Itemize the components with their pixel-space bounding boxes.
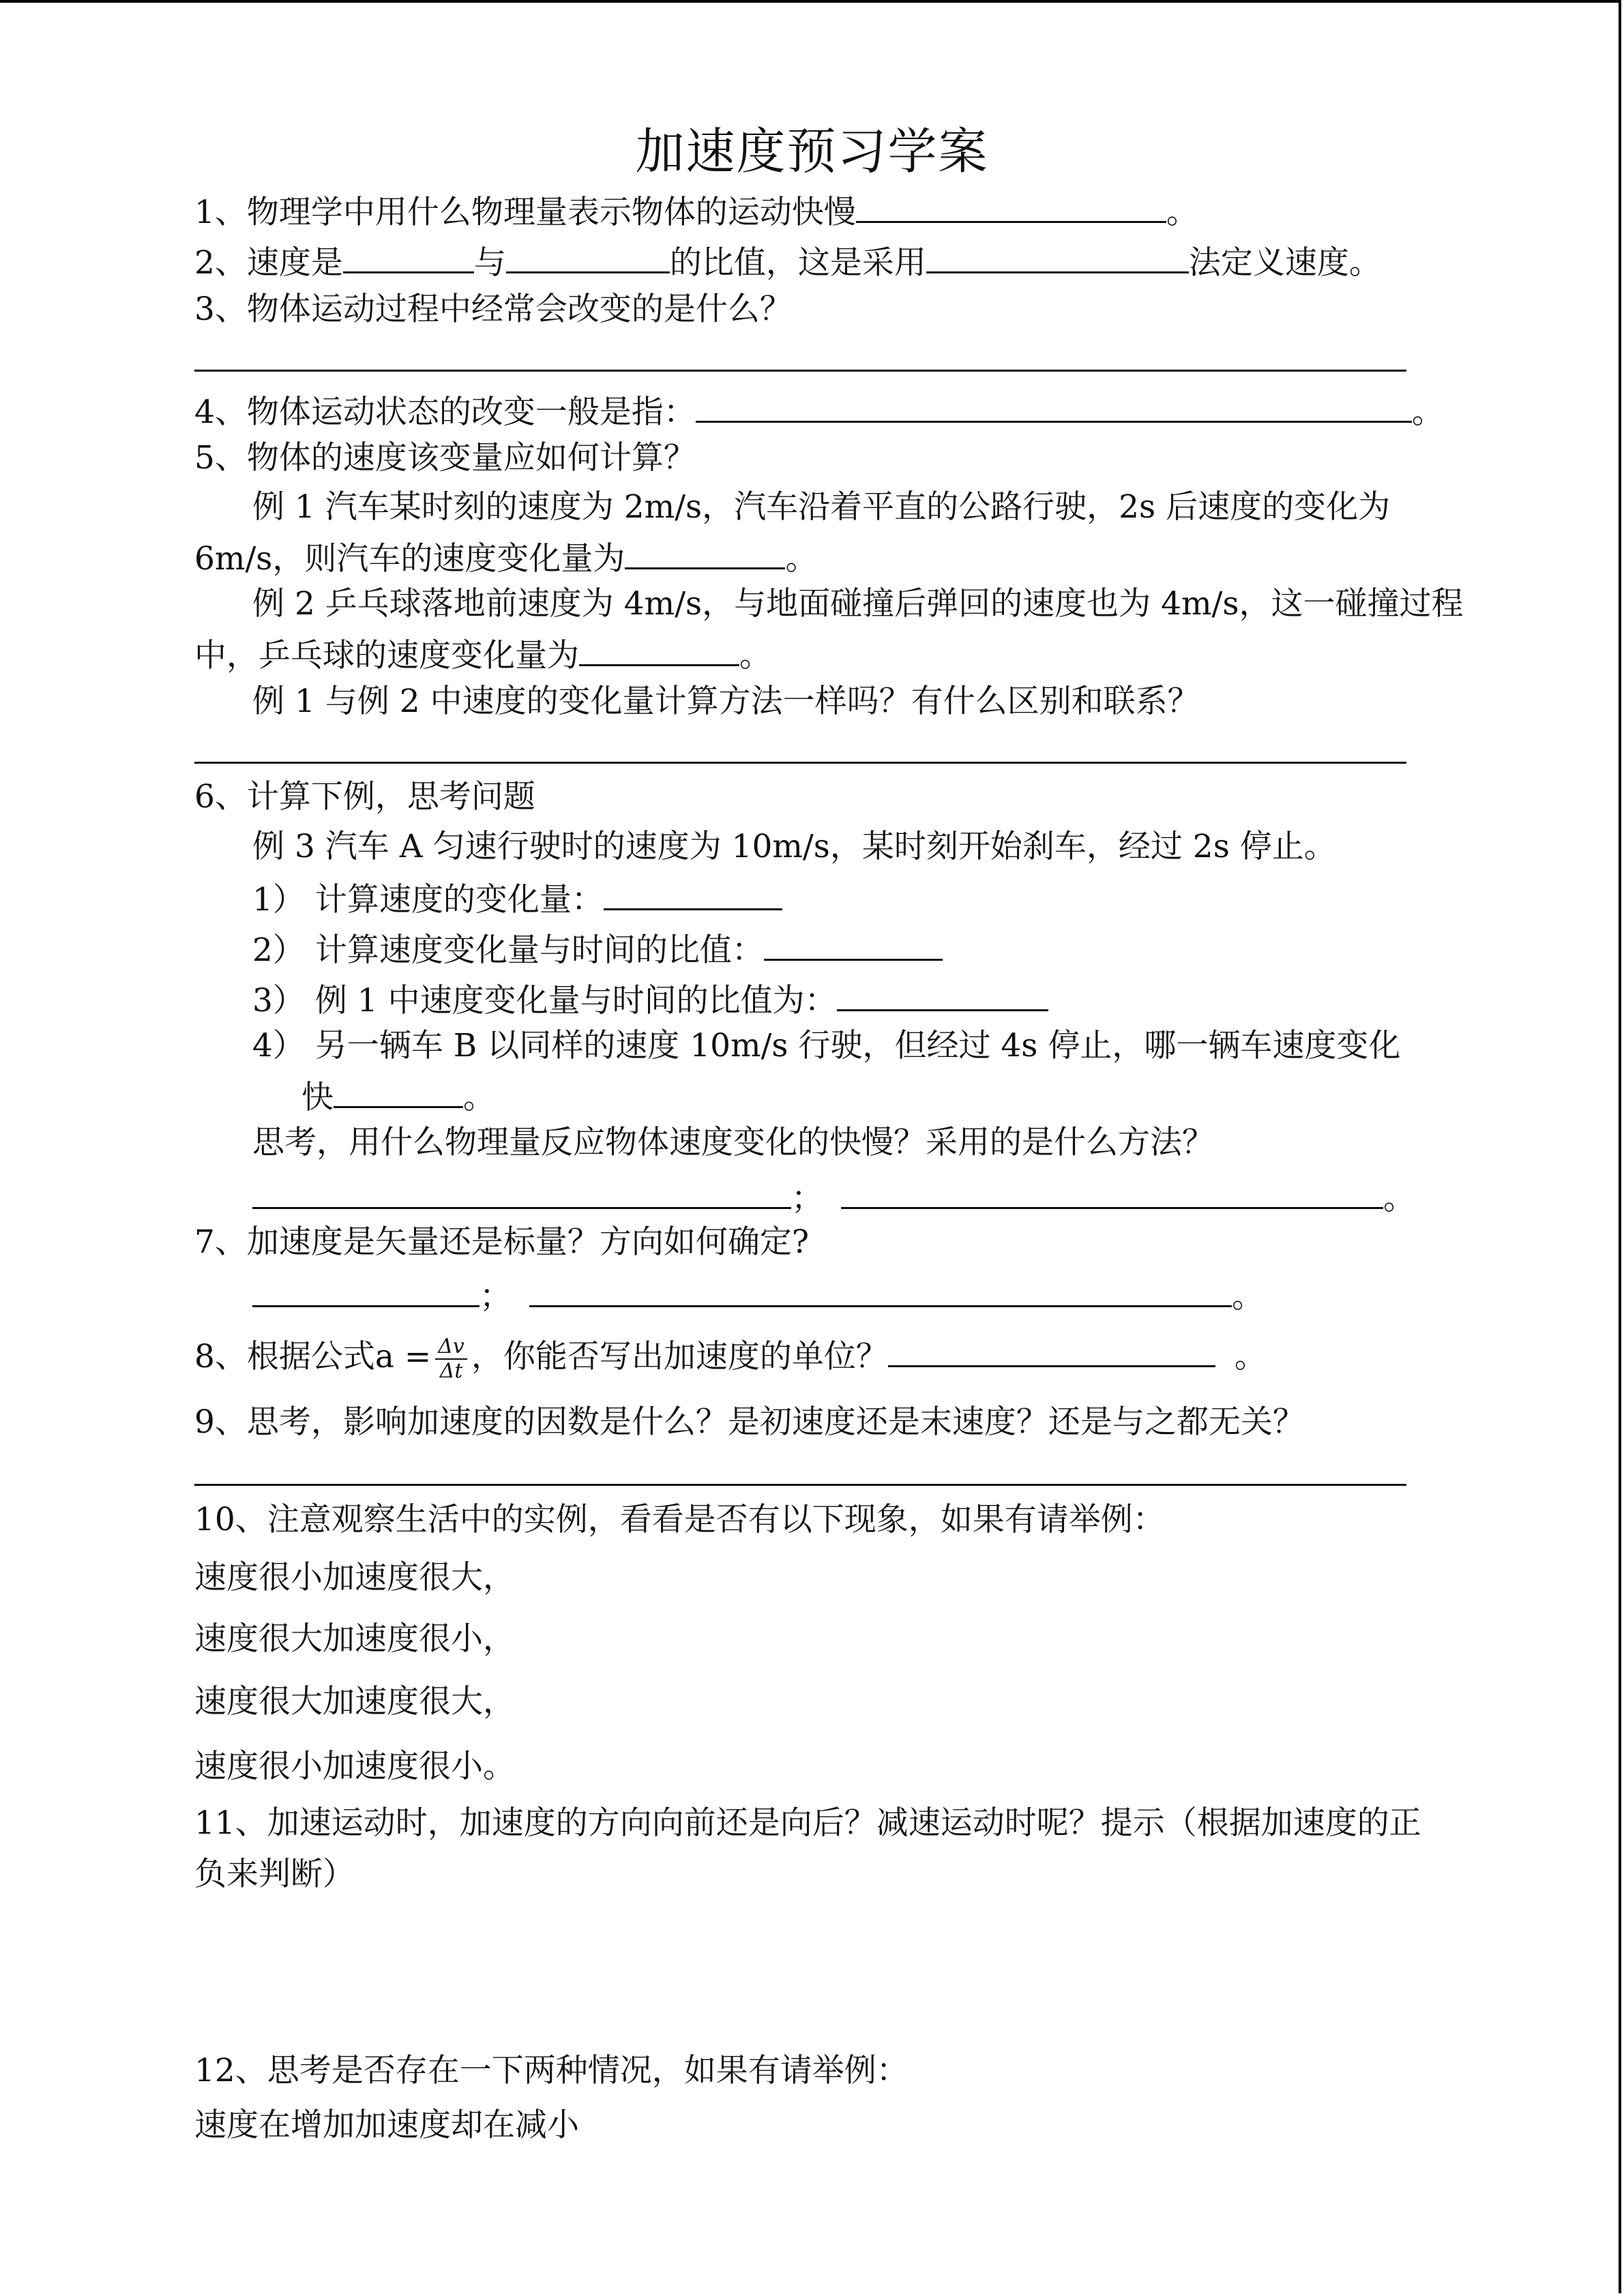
page-title: 加速度预习学案 (635, 123, 989, 180)
punctuation: 。 (1232, 1278, 1264, 1315)
step-3-text: 3） 例 1 中速度变化量与时间的比值为： (252, 982, 837, 1019)
question-2-part-b: 与 (473, 244, 506, 282)
example-3: 例 3 汽车 A 匀速行驶时的速度为 10m/s，某时刻开始刹车，经过 2s 停止。 (252, 828, 1336, 865)
question-5: 5、物体的速度该变量应如何计算？ (194, 439, 696, 477)
fraction-denominator: Δt (439, 1359, 463, 1383)
case-item: 速度很大加速度很小， (194, 1620, 515, 1658)
question-7: 7、加速度是矢量还是标量？方向如何确定? (194, 1223, 810, 1261)
think-answer (252, 1174, 1415, 1219)
question-9: 9、思考，影响加速度的因数是什么？是初速度还是末速度？还是与之都无关？ (194, 1403, 1305, 1441)
answer-blank[interactable] (764, 926, 943, 961)
answer-line[interactable] (194, 370, 1406, 372)
question-2-part-a: 2、速度是 (194, 244, 343, 282)
question-6: 6、计算下例，思考问题 (194, 778, 535, 816)
step-2-text: 2） 计算速度变化量与时间的比值： (252, 931, 764, 969)
question-11-line-1: 11、加速运动时，加速度的方向向前还是向后？减速运动时呢？提示（根据加速度的正 (194, 1804, 1421, 1842)
question-12: 12、思考是否存在一下两种情况，如果有请举例： (194, 2052, 909, 2089)
punctuation: 。 (463, 1079, 495, 1116)
case-item: 速度很小加速度很小。 (194, 1748, 515, 1785)
answer-blank[interactable] (625, 535, 785, 569)
step-3 (252, 976, 1048, 1022)
answer-line[interactable] (194, 762, 1406, 764)
question-2-part-d: 法定义速度。 (1188, 244, 1381, 282)
answer-blank[interactable] (888, 1332, 1215, 1367)
punctuation: 。 (1234, 1338, 1267, 1375)
step-4-line-2 (301, 1073, 495, 1118)
step-1-text: 1） 计算速度的变化量： (252, 881, 604, 919)
punctuation: ； (479, 1278, 512, 1315)
question-3: 3、物体运动过程中经常会改变的是什么？ (194, 290, 792, 328)
step-4-line-1: 4） 另一辆车 B 以同样的速度 10m/s 行驶，但经过 4s 停止，哪一辆车速度变化 (252, 1027, 1401, 1064)
case-item: 速度在增加加速度却在减小 (194, 2106, 579, 2144)
fraction-numerator: Δv (435, 1335, 467, 1360)
question-8-text-2: ，你能否写出加速度的单位？ (471, 1338, 888, 1375)
answer-blank[interactable] (334, 1073, 463, 1108)
question-11-line-2: 负来判断） (194, 1855, 355, 1893)
punctuation: 。 (1411, 393, 1444, 431)
answer-blank[interactable] (579, 631, 739, 666)
case-item: 速度很大加速度很大， (194, 1683, 515, 1720)
example-1-line-1: 例 1 汽车某时刻的速度为 2m/s，汽车沿着平直的公路行驶，2s 后速度的变化为 (252, 488, 1391, 526)
answer-blank[interactable] (926, 239, 1189, 273)
question-4-text: 4、物体运动状态的改变一般是指： (194, 393, 696, 431)
question-1 (194, 188, 1198, 233)
punctuation: 。 (1383, 1180, 1415, 1217)
answer-blank[interactable] (856, 188, 1166, 223)
answer-blank[interactable] (252, 1174, 791, 1209)
punctuation: 。 (739, 637, 771, 674)
example-1-text: 6m/s，则汽车的速度变化量为 (194, 540, 625, 578)
answer-blank[interactable] (252, 1272, 479, 1307)
example-2-line-2 (194, 631, 771, 676)
question-7-answer (252, 1272, 1264, 1317)
punctuation: ； (791, 1180, 823, 1217)
punctuation: 。 (785, 540, 818, 578)
answer-blank[interactable] (343, 239, 474, 273)
example-2-line-1: 例 2 乒乓球落地前速度为 4m/s，与地面碰撞后弹回的速度也为 4m/s，这一碰撞过程 (252, 585, 1464, 623)
punctuation: 。 (1166, 194, 1198, 231)
step-2 (252, 926, 943, 971)
case-item: 速度很小加速度很大， (194, 1559, 515, 1596)
question-2 (194, 239, 1381, 284)
answer-blank[interactable] (841, 1174, 1383, 1209)
question-2-part-c: 的比值，这是采用 (669, 244, 926, 282)
answer-line[interactable] (194, 1484, 1406, 1486)
question-4 (194, 388, 1444, 433)
answer-blank[interactable] (529, 1272, 1232, 1307)
answer-blank[interactable] (837, 976, 1048, 1011)
question-8-text: 8、根据公式a = (194, 1338, 432, 1375)
step-1 (252, 876, 782, 921)
question-1-text: 1、物理学中用什么物理量表示物体的运动快慢 (194, 194, 856, 231)
answer-blank[interactable] (506, 239, 670, 273)
question-8 (194, 1332, 1267, 1383)
think-question: 思考，用什么物理量反应物体速度变化的快慢？采用的是什么方法？ (252, 1124, 1214, 1161)
answer-blank[interactable] (604, 876, 782, 910)
answer-blank[interactable] (696, 388, 1412, 423)
example-2-text: 中，乒乓球的速度变化量为 (194, 637, 579, 674)
example-1-line-2 (194, 535, 817, 580)
step-4-text: 快 (301, 1079, 334, 1116)
formula-fraction (435, 1335, 467, 1383)
question-10: 10、注意观察生活中的实例，看看是否有以下现象，如果有请举例： (194, 1501, 1165, 1538)
example-compare: 例 1 与例 2 中速度的变化量计算方法一样吗？有什么区别和联系？ (252, 683, 1200, 720)
